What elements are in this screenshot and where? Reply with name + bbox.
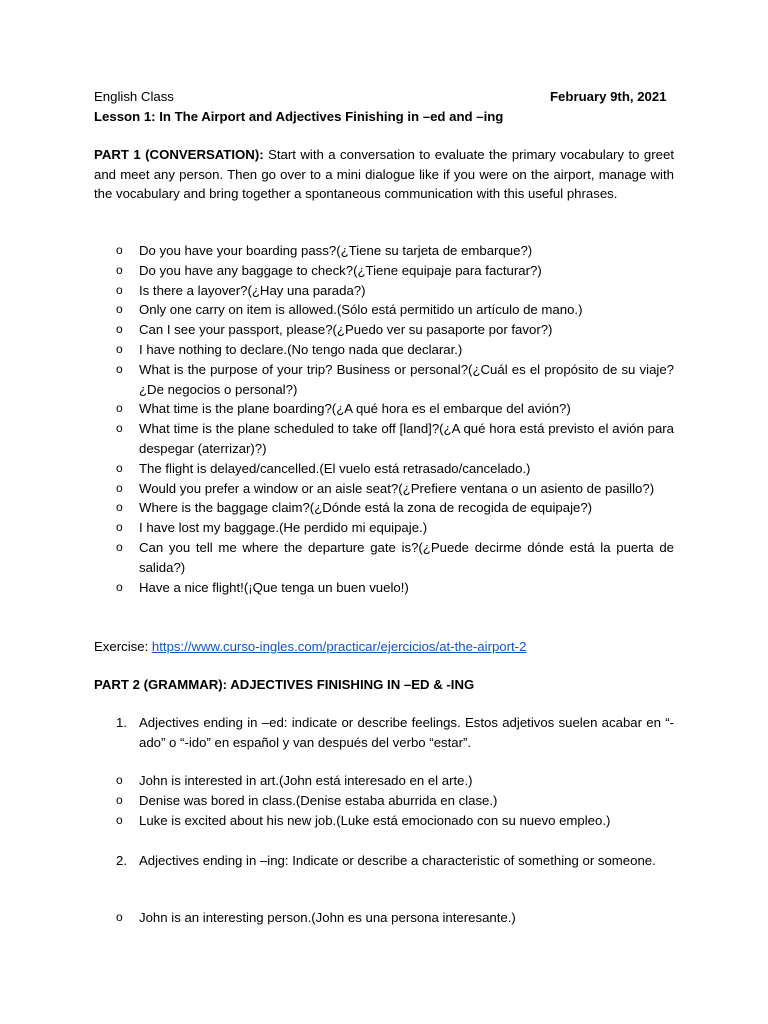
rule-list-1 <box>0 713 674 753</box>
bullet-icon: o <box>116 579 123 594</box>
bullet-icon: o <box>116 262 123 277</box>
bullet-icon: o <box>116 812 123 827</box>
bullet-icon: o <box>116 243 123 257</box>
bullet-icon: o <box>116 421 123 436</box>
part2-heading: PART 2 (GRAMMAR): ADJECTIVES FINISHING IN –ED & -ING <box>94 677 475 692</box>
rule-text: Adjectives ending in –ing: Indicate or describe a characteristic of something or someone. <box>139 853 656 868</box>
bullet-icon: o <box>116 341 123 356</box>
list-item: o The flight is delayed/cancelled.(El vuelo está retrasado/cancelado.) <box>0 459 674 479</box>
bullet-icon: o <box>116 500 123 515</box>
part1-text: Start with a conversation to evaluate the primary vocabulary to greet and meet any person. Then go over to a mini dialogue like if you were on the airport, manage with the vocabulary and bring together a spontaneous communication with this useful phrases. <box>94 147 674 201</box>
list-item: o Do you have any baggage to check?(¿Tiene equipaje para facturar?) <box>0 261 674 281</box>
rule-item <box>0 713 674 753</box>
list-item: o John is an interesting person.(John es una persona interesante.) <box>0 908 674 928</box>
bullet-icon: o <box>116 910 123 924</box>
bullet-icon: o <box>116 322 123 337</box>
rule-number: 2. <box>116 853 127 868</box>
list-item: o What time is the plane scheduled to take off [land]?(¿A qué hora está previsto el avión para despegar (aterrizar)?) <box>116 421 674 456</box>
list-item: o Luke is excited about his new job.(Luke está emocionado con su nuevo empleo.) <box>0 811 674 831</box>
list-item: o What is the purpose of your trip? Business or personal?(¿Cuál es el propósito de su viaje? ¿De negocios o personal?) <box>116 361 674 397</box>
bullet-icon: o <box>116 792 123 807</box>
example-list-2 <box>0 908 674 928</box>
lesson-title: Lesson 1: In The Airport and Adjectives Finishing in –ed and –ing <box>94 109 504 124</box>
list-item: o Have a nice flight!(¡Que tenga un buen vuelo!) <box>0 578 674 598</box>
list-item: o What time is the plane boarding?(¿A qué hora es el embarque del avión?) <box>0 399 674 419</box>
exercise-link[interactable]: https://www.curso-ingles.com/practicar/ejercicios/at-the-airport-2 <box>151 639 527 654</box>
list-item: o John is interested in art.(John está interesado en el arte.) <box>0 771 674 791</box>
part1-intro <box>94 145 674 204</box>
bullet-icon: o <box>116 460 123 475</box>
list-item: o Where is the baggage claim?(¿Dónde está la zona de recogida de equipaje?) <box>0 498 674 518</box>
list-item: o I have lost my baggage.(He perdido mi equipaje.) <box>0 518 674 538</box>
bullet-icon: o <box>116 401 123 416</box>
list-item: o Can you tell me where the departure gate is?(¿Puede decirme dónde está la puerta de salida?) <box>116 539 674 575</box>
example-list-1 <box>0 771 674 830</box>
exercise-line <box>94 637 526 657</box>
list-item: o I have nothing to declare.(No tengo nada que declarar.) <box>0 340 674 360</box>
part1-heading: PART 1 (CONVERSATION): <box>94 147 264 162</box>
rule-item <box>0 851 674 871</box>
list-item: o Only one carry on item is allowed.(Sólo está permitido un artículo de mano.) <box>0 300 674 320</box>
bullet-icon: o <box>116 282 123 297</box>
class-name: English Class <box>94 89 174 104</box>
bullet-icon: o <box>116 361 123 376</box>
bullet-icon: o <box>116 539 123 554</box>
rule-text: Adjectives ending in –ed: indicate or describe feelings. Estos adjetivos suelen acabar en “-ado” o “-ido” en español y van después del verbo “estar”. <box>139 715 674 750</box>
rule-number: 1. <box>116 715 127 730</box>
bullet-icon: o <box>116 302 123 317</box>
bullet-icon: o <box>116 773 123 787</box>
list-item: o Denise was bored in class.(Denise estaba aburrida en clase.) <box>0 791 674 811</box>
exercise-label: Exercise: <box>94 639 149 654</box>
list-item: o Is there a layover?(¿Hay una parada?) <box>0 281 674 301</box>
phrase-list <box>0 241 674 597</box>
list-item: o Can I see your passport, please?(¿Puedo ver su pasaporte por favor?) <box>0 320 674 340</box>
rule-list-2 <box>0 851 674 871</box>
list-item: o Would you prefer a window or an aisle seat?(¿Prefiere ventana o un asiento de pasillo?) <box>0 479 674 499</box>
document-date: February 9th, 2021 <box>550 89 667 104</box>
list-item: o Do you have your boarding pass?(¿Tiene su tarjeta de embarque?) <box>0 241 674 261</box>
bullet-icon: o <box>116 480 123 495</box>
bullet-icon: o <box>116 520 123 535</box>
